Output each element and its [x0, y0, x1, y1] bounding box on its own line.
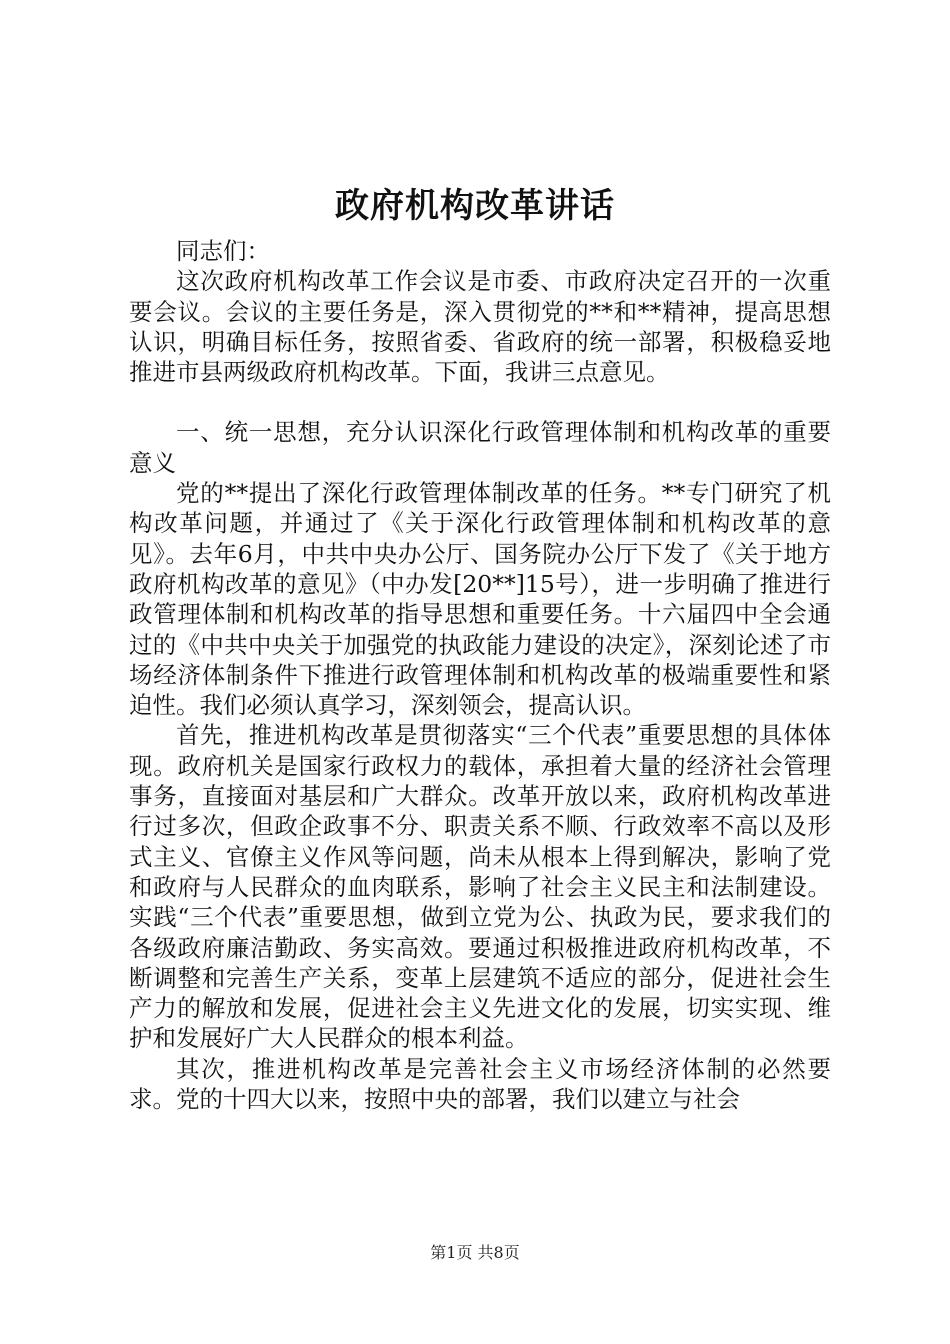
document-body: [129, 236, 831, 1114]
body-paragraph: 首先，推进机构改革是贯彻落实“三个代表”重要思想的具体体现。政府机关是国家行政权力的载体，承担着大量的经济社会管理事务，直接面对基层和广大群众。改革开放以来，政府机构改革进行过多次，但政企政事不分、职责关系不顺、行政效率不高以及形式主义、官僚主义作风等问题，尚未从根本上得到解决，影响了党和政府与人民群众的血肉联系，影响了社会主义民主和法制建设。实践“三个代表”重要思想，做到立党为公、执政为民，要求我们的各级政府廉洁勤政、务实高效。要通过积极推进政府机构改革，不断调整和完善生产关系，变革上层建筑不适应的部分，促进社会生产力的解放和发展，促进社会主义先进文化的发展，切实实现、维护和发展好广大人民群众的根本利益。: [129, 721, 831, 1053]
intro-paragraph: 这次政府机构改革工作会议是市委、市政府决定召开的一次重要会议。会议的主要任务是，深入贯彻党的**和**精神，提高思想认识，明确目标任务，按照省委、省政府的统一部署，积极稳妥地推进市县两级政府机构改革。下面，我讲三点意见。: [129, 267, 831, 387]
document-title: 政府机构改革讲话: [335, 186, 615, 226]
page-indicator: 第1页 共8页: [430, 1243, 520, 1262]
body-paragraph: 其次，推进机构改革是完善社会主义市场经济体制的必然要求。党的十四大以来，按照中央的部署，我们以建立与社会: [129, 1054, 831, 1114]
body-paragraph: 党的**提出了深化行政管理体制改革的任务。**专门研究了机构改革问题，并通过了《关于深化行政管理体制和机构改革的意见》。去年6月，中共中央办公厅、国务院办公厅下发了《关于地方政府机构改革的意见》（中办发[20**]15号），进一步明确了推进行政管理体制和机构改革的指导思想和重要任务。十六届四中全会通过的《中共中央关于加强党的执政能力建设的决定》，深刻论述了市场经济体制条件下推进行政管理体制和机构改革的极端重要性和紧迫性。我们必须认真学习，深刻领会，提高认识。: [129, 479, 831, 720]
greeting-paragraph: 同志们：: [176, 237, 270, 265]
section-heading: 一、统一思想，充分认识深化行政管理体制和机构改革的重要意义: [129, 418, 831, 477]
